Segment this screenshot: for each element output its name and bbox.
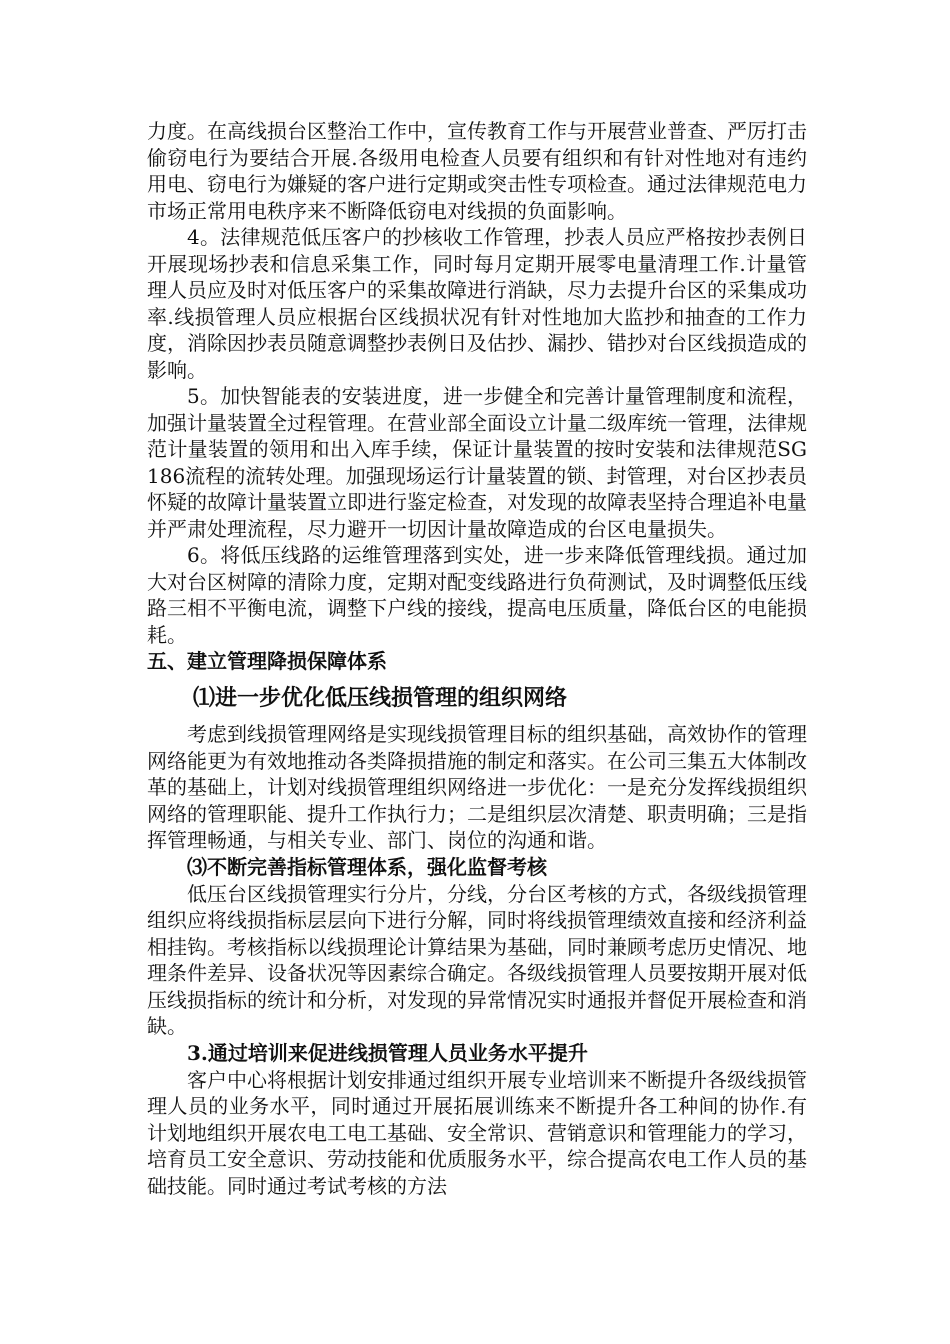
paragraph-continuation: 力度。在高线损台区整治工作中，宣传教育工作与开展营业普查、严厉打击偷窃电行为要结合开展.各级用电检查人员要有组织和有针对性地对有违约用电、窃电行为嫌疑的客户进行定期或突击性专项检查。通过法律规范电力市场正常用电秩序来不断降低窃电对线损的负面影响。 bbox=[147, 119, 807, 223]
subheading-indicator-system: ⑶不断完善指标管理体系，强化监督考核 bbox=[187, 854, 547, 879]
section-heading: 五、建立管理降损保障体系 bbox=[147, 649, 387, 673]
paragraph-indicator-system: 低压台区线损管理实行分片，分线，分台区考核的方式，各级线损管理组织应将线损指标层层向下进行分解，同时将线损管理绩效直接和经济利益相挂钩。考核指标以线损理论计算结果为基础，同时兼顾考虑历史情况、地理条件差异、设备状况等因素综合确定。各级线损管理人员要按期开展对低压线损指标的统计和分析，对发现的异常情况实时通报并督促开展检查和消缺。 bbox=[147, 881, 807, 1038]
paragraph-item-4: 4。法律规范低压客户的抄核收工作管理，抄表人员应严格按抄表例日开展现场抄表和信息采集工作，同时每月定期开展零电量清理工作.计量管理人员应及时对低压客户的采集故障进行消缺，尽力去提升台区的采集成功率.线损管理人员应根据台区线损状况有针对性地加大监抄和抽查的工作力度，消除因抄表员随意调整抄表例日及估抄、漏抄、错抄对台区线损造成的影响。 bbox=[147, 225, 807, 382]
paragraph-training: 客户中心将根据计划安排通过组织开展专业培训来不断提升各级线损管理人员的业务水平，同时通过开展拓展训练来不断提升各工种间的协作.有计划地组织开展农电工电工基础、安全常识、营销意识和管理能力的学习，培育员工安全意识、劳动技能和优质服务水平，综合提高农电工作人员的基础技能。同时通过考试考核的方法 bbox=[147, 1067, 807, 1198]
document-page bbox=[147, 118, 807, 1199]
subheading-training: 3.通过培训来促进线损管理人员业务水平提升 bbox=[187, 1040, 588, 1065]
paragraph-item-6: 6。将低压线路的运维管理落到实处，进一步来降低管理线损。通过加大对台区树障的清除力度，定期对配变线路进行负荷测试，及时调整低压线路三相不平衡电流，调整下户线的接线，提高电压质量，降低台区的电能损耗。 bbox=[147, 543, 807, 647]
paragraph-item-5: 5。加快智能表的安装进度，进一步健全和完善计量管理制度和流程，加强计量装置全过程管理。在营业部全面设立计量二级库统一管理，法律规范计量装置的领用和出入库手续，保证计量装置的按时安装和法律规范SG186流程的流转处理。加强现场运行计量装置的锁、封管理，对台区抄表员怀疑的故障计量装置立即进行鉴定检查，对发现的故障表坚持合理追补电量并严肃处理流程，尽力避开一切因计量故障造成的台区电量损失。 bbox=[147, 384, 807, 541]
subheading-organization-network: ⑴进一步优化低压线损管理的组织网络 bbox=[193, 685, 568, 711]
paragraph-organization-network: 考虑到线损管理网络是实现线损管理目标的组织基础，高效协作的管理网络能更为有效地推动各类降损措施的制定和落实。在公司三集五大体制改革的基础上，计划对线损管理组织网络进一步优化：一是充分发挥线损组织网络的管理职能、提升工作执行力；二是组织层次清楚、职责明确；三是指挥管理畅通，与相关专业、部门、岗位的沟通和谐。 bbox=[147, 722, 807, 852]
